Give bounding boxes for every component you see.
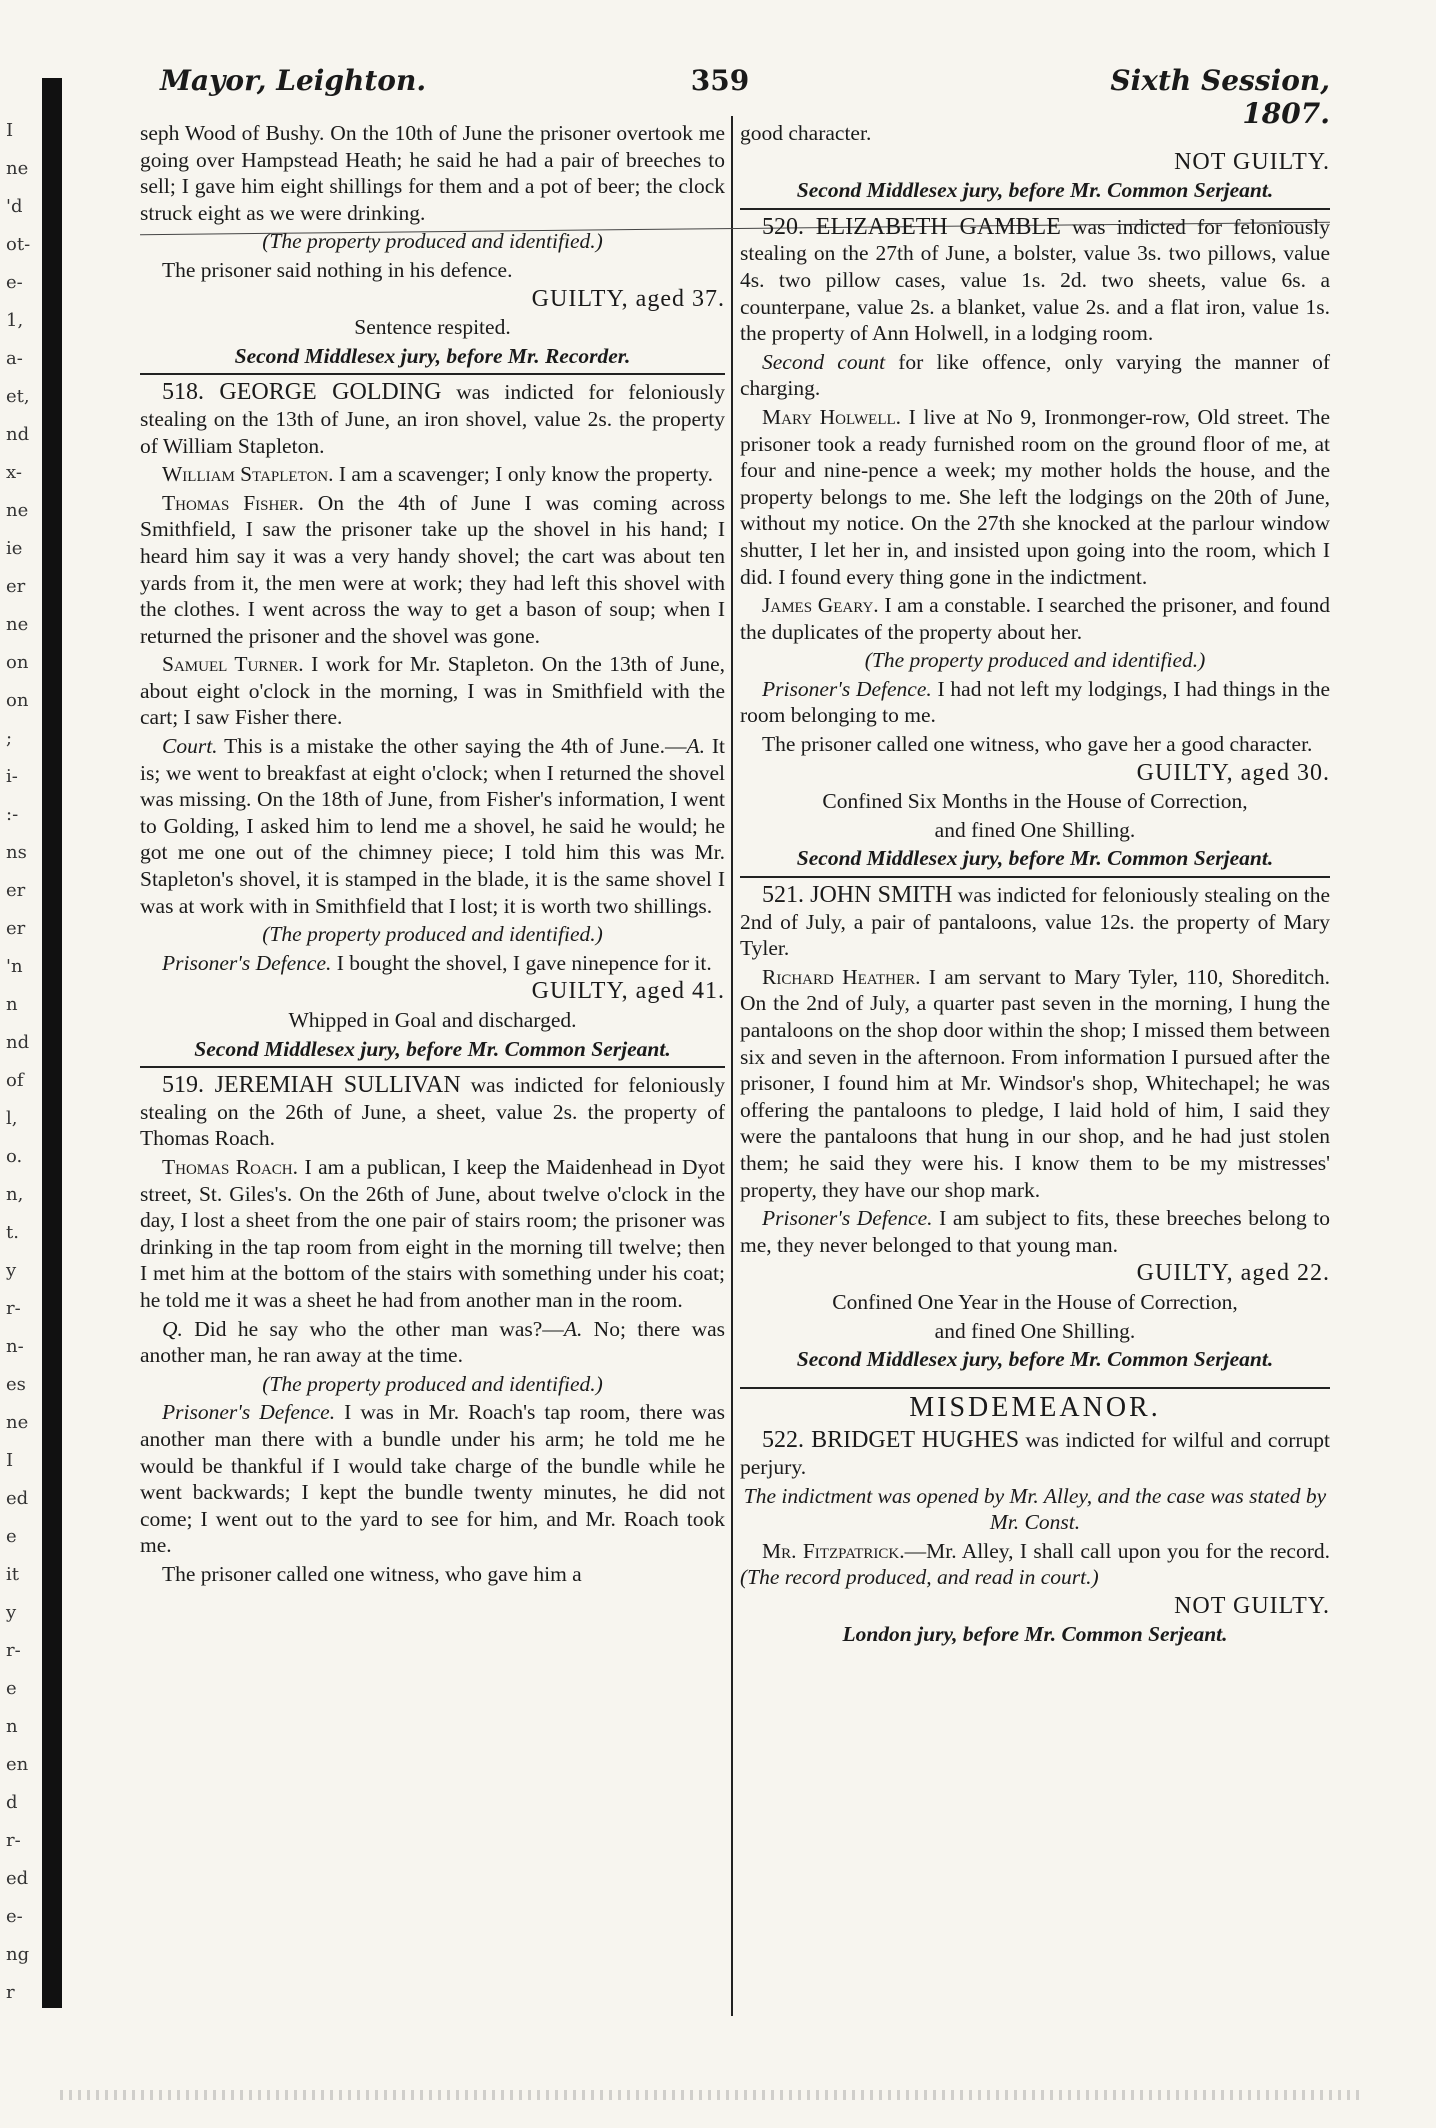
left-margin-bleed (0, 80, 30, 2040)
defence (740, 1205, 1330, 1258)
bleed-fragment: n (6, 1716, 18, 1737)
verdict: GUILTY, aged 37. (531, 285, 725, 312)
witness-name: Richard Heather. (762, 964, 921, 989)
testimony-text: I am a scavenger; I only know the property. (333, 462, 714, 487)
bleed-fragment: ; (6, 728, 13, 749)
defence-text: I was in Mr. Roach's tap room, there was another man there with a bundle under his arm; he told me he would be thankful if I would take charge of the bundle while he went backwards; I kept the bundle twenty minutes, he did not come; I went out to the yard to see for him, and Mr. Roach took me. (140, 1400, 725, 1558)
bleed-fragment: ed (6, 1488, 29, 1509)
bleed-fragment: I (6, 120, 14, 141)
testimony-text: It is; we went to breakfast at eight o'clock; when I returned the shovel was missing. On the 18th of June, from Fisher's information, I went to Golding, I asked him to lend me a shovel, he said he would; he got me one out of the chimney piece; I told him this was Mr. Stapleton's shovel, it is stamped in the blade, it is the same shovel I was at work with in Smithfield that I lost; it is worth two shillings. (140, 734, 725, 918)
record-note: (The record produced, and read in court.) (740, 1565, 1099, 1590)
paragraph: good character. (740, 121, 872, 145)
count-label: Second count (762, 349, 886, 374)
bleed-fragment: 'd (6, 196, 23, 217)
defence-label: Prisoner's Defence. (762, 676, 932, 701)
speaker-label: Court. (162, 734, 218, 759)
testimony-text: No; there was another man, he ran away at the time. (140, 1316, 726, 1368)
jury-line: London jury, before Mr. Common Serjeant. (842, 1622, 1228, 1647)
witness-name: Samuel Turner. (162, 652, 304, 677)
testimony-text: I am servant to Mary Tyler, 110, Shoreditch. On the 2nd of July, a quarter past seven in the morning, I hung the pantaloons on the shop door within the shop; I missed them between six and seven in the afternoon. From information I pursued after the prisoner, I found him at Mr. Windsor's shop, Whitechapel; he was offering the pantaloons to pledge, I laid hold of him, I said they were the pantaloons that hung in our shop, and he had just stolen them; he said they were his. I know them to be my mistresses' property, they have our shop mark. (740, 964, 1330, 1202)
bleed-fragment: it (6, 1564, 19, 1585)
bleed-fragment: 'n (6, 956, 23, 977)
defence (740, 676, 1330, 729)
testimony (140, 490, 725, 650)
case-521 (740, 882, 1330, 962)
bleed-fragment: nd (6, 1032, 30, 1053)
running-head-right: Sixth Session, 1807. (1110, 64, 1330, 130)
paragraph: The prisoner said nothing in his defence. (162, 257, 513, 282)
jury-line: Second Middlesex jury, before Mr. Common Serjeant. (740, 177, 1330, 210)
bleed-fragment: :- (6, 804, 19, 825)
bleed-fragment: e- (6, 272, 23, 293)
case-520 (740, 214, 1330, 347)
bleed-fragment: er (6, 918, 26, 939)
bleed-fragment: en (6, 1754, 29, 1775)
bleed-fragment: er (6, 880, 26, 901)
bleed-fragment: ne (6, 1412, 29, 1433)
testimony (140, 1154, 725, 1314)
case-heading: 521. JOHN SMITH (762, 882, 953, 909)
question-exchange (140, 1316, 725, 1369)
verdict: GUILTY, aged 22. (1136, 1260, 1330, 1287)
testimony (740, 404, 1330, 590)
bleed-fragment: r (6, 1982, 15, 2003)
case-heading: 519. JEREMIAH SULLIVAN (162, 1072, 461, 1099)
bleed-fragment: es (6, 1374, 26, 1395)
second-count (740, 349, 1330, 402)
bleed-fragment: y (6, 1602, 17, 1623)
bleed-fragment: y (6, 1260, 17, 1281)
bleed-fragment: ot- (6, 234, 30, 255)
right-column (740, 120, 1330, 1656)
testimony-text: —Mr. Alley, I shall call upon you for the record. (904, 1538, 1330, 1563)
count-text: for like offence, only varying the manner of charging. (740, 349, 1330, 401)
jury-line: Second Middlesex jury, before Mr. Common Serjeant. (796, 1347, 1274, 1372)
jury-line: Second Middlesex jury, before Mr. Recorder. (140, 343, 725, 376)
indictment-note: The indictment was opened by Mr. Alley, and the case was stated by Mr. Const. (743, 1483, 1327, 1535)
bleed-fragment: r- (6, 1298, 21, 1319)
witness-name: Mr. Fitzpatrick. (762, 1538, 905, 1563)
bleed-fragment: e- (6, 1906, 23, 1927)
left-column (140, 120, 725, 1589)
testimony (740, 592, 1330, 645)
bleed-fragment: t. (6, 1222, 19, 1243)
bleed-fragment: ns (6, 842, 27, 863)
bleed-fragment: r- (6, 1640, 21, 1661)
column-rule (731, 116, 733, 2016)
testimony-text: I am a publican, I keep the Maidenhead in Dyot street, St. Giles's. On the 26th of June, about twelve o'clock in the day, I lost a sheet from the one pair of stairs room; the prisoner was drinking in the tap room from eight in the morning till twelve; then I met him at the bottom of the stairs with something under his coat; he told me it was a sheet he had from another man in the room. (140, 1154, 726, 1312)
defence-text: I am subject to fits, these breeches belong to me, they never belonged to that young man. (740, 1206, 1330, 1257)
testimony-text: I live at No 9, Ironmonger-row, Old street. The prisoner took a ready furnished room on the ground floor of me, at four and nine-pence a week; my mother holds the house, and the property belongs to me. She left the lodgings on the 20th of June, without my notice. On the 27th she knocked at the parlour window shutter, I let her in, and insisted upon going into the room, which I did. I found every thing gone in the indictment. (740, 404, 1330, 589)
witness-name: James Geary. (762, 593, 879, 618)
answer-label: A. (563, 1316, 583, 1341)
case-text: was indicted for feloniously stealing on the 27th of June, a bolster, value 3s. two pillows, value 4s. two pillow cases, value 1s. 2d. two sheets, value 6s. a counterpane, value 2s. a blanket, value 2s. and a flat iron, value 1s. the property of Ann Holwell, in a lodging room. (740, 214, 1330, 346)
case-heading: 520. ELIZABETH GAMBLE (762, 213, 1061, 240)
answer-label: A. (686, 734, 705, 759)
defence-label: Prisoner's Defence. (762, 1206, 933, 1231)
verdict: NOT GUILTY. (1174, 1592, 1330, 1619)
bleed-fragment: ie (6, 538, 23, 559)
property-note: (The property produced and identified.) (262, 922, 603, 947)
case-text: was indicted for wilful and corrupt perjury. (740, 1428, 1330, 1479)
verdict: GUILTY, aged 30. (1136, 759, 1330, 786)
defence-label: Prisoner's Defence. (162, 1400, 336, 1425)
bleed-fragment: on (6, 690, 29, 711)
bleed-fragment: e (6, 1678, 17, 1699)
testimony-text: I work for Mr. Stapleton. On the 13th of June, about eight o'clock in the morning, I was in Smithfield with the cart; I saw Fisher there. (140, 652, 725, 730)
paragraph: The prisoner called one witness, who gave her a good character. (762, 732, 1313, 757)
defence (140, 950, 725, 977)
case-text: was indicted for feloniously stealing on the 2nd of July, a pair of pantaloons, value 12s. the property of Mary Tyler. (740, 883, 1330, 961)
bleed-fragment: d (6, 1792, 18, 1813)
sentence: and fined One Shilling. (934, 817, 1136, 842)
jury-line: Second Middlesex jury, before Mr. Common Serjeant. (740, 845, 1330, 878)
testimony-text: On the 4th of June I was coming across Smithfield, I saw the prisoner take up the shovel in his hand; I heard him say it was a very handy shovel; the cart was about ten yards from it, the men were at work; they had left this shovel with the clothes. I went across the way to get a bason of soup; when I returned the prisoner and the shovel was gone. (140, 490, 725, 648)
witness-name: Thomas Fisher. (162, 490, 304, 515)
bleed-fragment: e (6, 1526, 17, 1547)
defence-text: I bought the shovel, I gave ninepence for it. (331, 950, 712, 975)
bleed-fragment: o. (6, 1146, 23, 1167)
case-heading: 522. BRIDGET HUGHES (762, 1427, 1020, 1454)
case-heading: 518. GEORGE GOLDING (162, 379, 442, 406)
page-number: 359 (690, 64, 750, 97)
bleed-fragment: er (6, 576, 26, 597)
bleed-fragment: n (6, 994, 18, 1015)
bleed-fragment: ng (6, 1944, 30, 1965)
bleed-fragment: n, (6, 1184, 24, 1205)
case-518 (140, 379, 725, 459)
witness-name: Thomas Roach. (162, 1154, 298, 1179)
sentence: Whipped in Goal and discharged. (288, 1008, 577, 1032)
property-note: (The property produced and identified.) (262, 229, 603, 254)
scan-noise (60, 2090, 1360, 2100)
testimony-text: I am a constable. I searched the prisoner, and found the duplicates of the property about her. (740, 593, 1331, 644)
defence (140, 1399, 725, 1559)
bleed-fragment: n- (6, 1336, 24, 1357)
sentence: Confined One Year in the House of Correction, (832, 1289, 1238, 1314)
bleed-fragment: l, (6, 1108, 18, 1129)
bleed-fragment: a- (6, 348, 23, 369)
sentence: Sentence respited. (354, 315, 511, 340)
testimony-text: Did he say who the other man was?— (182, 1316, 564, 1341)
bleed-fragment: i- (6, 766, 18, 787)
testimony-text: This is a mistake the other saying the 4th of June.— (217, 734, 687, 759)
testimony (140, 651, 725, 731)
bleed-fragment: ed (6, 1868, 29, 1889)
bleed-fragment: r- (6, 1830, 21, 1851)
paragraph: seph Wood of Bushy. On the 10th of June the prisoner overtook me going over Hampstead Heath; he said he had a pair of breeches to sell; I gave him eight shillings for them and a pot of beer; the clock struck eight as we were drinking. (140, 121, 725, 225)
sentence: and fined One Shilling. (934, 1318, 1136, 1343)
bleed-fragment: x- (6, 462, 22, 483)
testimony (140, 461, 725, 488)
defence-label: Prisoner's Defence. (162, 950, 332, 975)
bleed-fragment: ne (6, 614, 29, 635)
bleed-fragment: I (6, 1450, 14, 1471)
bleed-fragment: nd (6, 424, 30, 445)
property-note: (The property produced and identified.) (864, 648, 1206, 673)
bleed-fragment: et, (6, 386, 30, 407)
verdict: NOT GUILTY. (1174, 148, 1330, 175)
testimony (740, 1538, 1330, 1591)
bleed-fragment: ne (6, 500, 29, 521)
bleed-fragment: ne (6, 158, 29, 179)
jury-line: Second Middlesex jury, before Mr. Common Serjeant. (140, 1036, 725, 1069)
case-522 (740, 1427, 1330, 1480)
bleed-fragment: 1, (6, 310, 24, 331)
defence-text: I had not left my lodgings, I had things in the room belonging to me. (740, 676, 1330, 728)
bleed-fragment: on (6, 652, 29, 673)
witness-name: William Stapleton. (162, 462, 334, 487)
question-label: Q. (162, 1316, 183, 1341)
testimony (740, 964, 1330, 1203)
court-exchange (140, 733, 725, 919)
bleed-fragment: of (6, 1070, 24, 1091)
binding-shadow (42, 78, 62, 2008)
section-title: MISDEMEANOR. (740, 1387, 1330, 1422)
case-text: was indicted for feloniously stealing on the 13th of June, an iron shovel, value 2s. the property of William Stapleton. (140, 380, 725, 458)
property-note: (The property produced and identified.) (262, 1371, 603, 1396)
running-head-left: Mayor, Leighton. (160, 64, 427, 97)
sentence: Confined Six Months in the House of Correction, (822, 789, 1248, 814)
case-519 (140, 1072, 725, 1152)
witness-name: Mary Holwell. (762, 404, 902, 429)
case-text: was indicted for feloniously stealing on the 26th of June, a sheet, value 2s. the property of Thomas Roach. (140, 1073, 725, 1151)
verdict: GUILTY, aged 41. (531, 978, 725, 1005)
paragraph: The prisoner called one witness, who gave him a (162, 1561, 582, 1586)
